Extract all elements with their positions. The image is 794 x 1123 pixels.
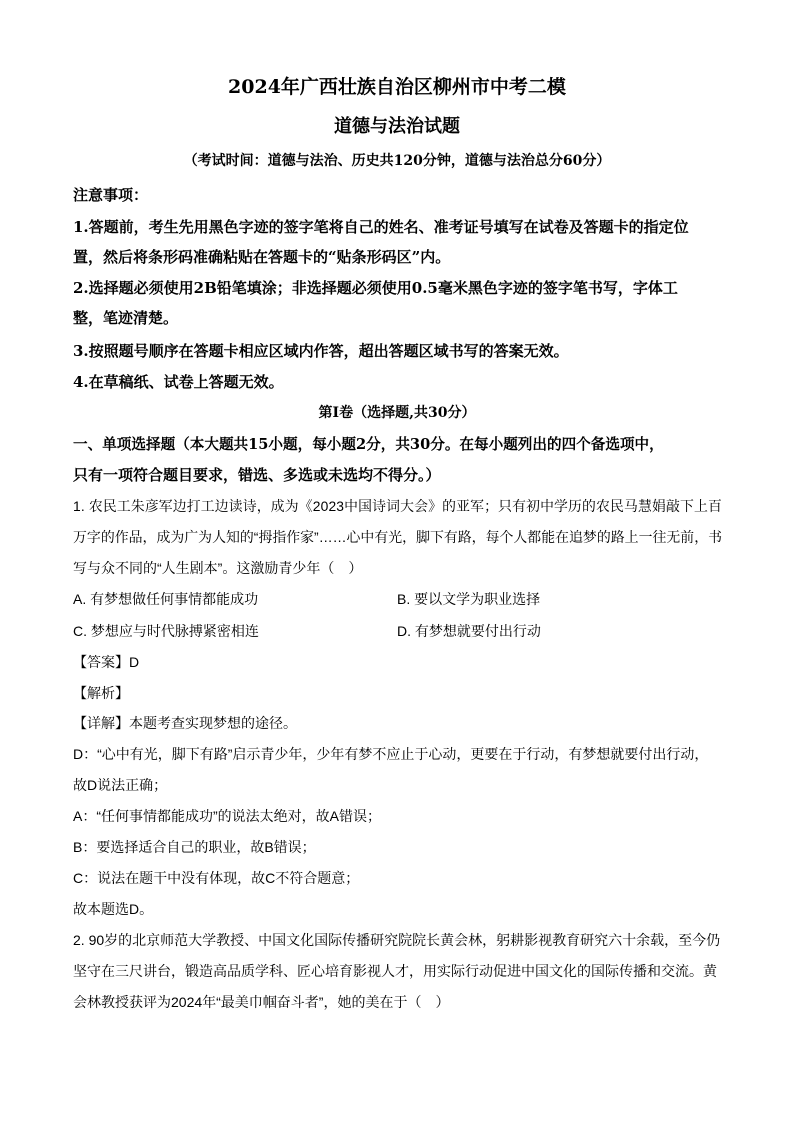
detail-tag: 【详解】 [73,715,129,731]
notes-line-5: 3.按照题号顺序在答题卡相应区域内作答，超出答题区域书写的答案无效。 [73,342,569,360]
q1-explanation-6: 故本题选D。 [73,901,154,917]
notes-heading: 注意事项： [73,186,149,204]
q1-analysis-tag: 【解析】 [73,685,129,701]
q1-detail [73,713,297,733]
detail-text: 本题考查实现梦想的途径。 [129,715,297,731]
section-instruction-1: 一、单项选择题（本大题共15小题，每小题2分，共30分。在每小题列出的四个备选项中， [73,436,664,453]
q2-stem-line-2: 坚守在三尺讲台，锻造高品质学科、匠心培育影视人才，用实际行动促进中国文化的国际传播和交流。黄 [73,963,717,979]
q2-stem-line-3: 会林教授获评为2024年“最美巾帼奋斗者”，她的美在于（ ） [73,994,450,1010]
q2-stem-line-1: 2. 90岁的北京师范大学教授、中国文化国际传播研究院院长黄会林，躬耕影视教育研究六十余载，至今仍 [73,932,721,948]
notes-line-6: 4.在草稿纸、试卷上答题无效。 [73,373,284,391]
q1-option-a: A. 有梦想做任何事情都能成功 [73,591,259,607]
q1-option-d: D. 有梦想就要付出行动 [397,623,541,639]
q1-stem-line-3: 写与众不同的“人生剧本”。这激励青少年（ ） [73,560,363,576]
q1-explanation-4: B：要选择适合自己的职业，故B错误； [73,839,316,855]
q1-option-b: B. 要以文学为职业选择 [397,591,541,607]
q1-explanation-2: 故D说法正确； [73,777,168,793]
q1-stem-line-1: 1. 农民工朱彦军边打工边读诗，成为《2023中国诗词大会》的亚军；只有初中学历的农民马慧娟敲下上百 [73,498,723,514]
q1-explanation-1: D：“心中有光，脚下有路”启示青少年，少年有梦不应止于心动，更要在于行动，有梦想就要付出行动， [73,746,709,762]
exam-title: 2024年广西壮族自治区柳州市中考二模 [228,76,566,98]
q1-answer [73,652,139,672]
q1-explanation-3: A：“任何事情都能成功”的说法太绝对，故A错误； [73,808,381,824]
q1-stem-line-2: 万字的作品，成为广为人知的“拇指作家”……心中有光，脚下有路，每个人都能在追梦的路上一往无前，书 [73,529,723,545]
exam-subtitle: 道德与法治试题 [334,116,460,137]
section-instruction-2: 只有一项符合题目要求，错选、多选或未选均不得分。） [73,466,441,484]
q1-option-c: C. 梦想应与时代脉搏紧密相连 [73,623,259,639]
notes-line-4: 整，笔迹清楚。 [73,309,179,327]
q1-explanation-5: C：说法在题干中没有体现，故C不符合题意； [73,870,360,886]
section-title: 第Ⅰ卷（选择题,共30分） [318,405,476,421]
exam-info: （考试时间：道德与法治、历史共120分钟，道德与法治总分60分） [183,153,611,169]
answer-value: D [129,654,140,670]
answer-tag: 【答案】 [73,654,129,670]
notes-line-2: 置，然后将条形码准确粘贴在答题卡的“贴条形码区”内。 [73,248,451,266]
notes-line-1: 1.答题前，考生先用黑色字迹的签字笔将自己的姓名、准考证号填写在试卷及答题卡的指定位 [73,218,689,236]
notes-line-3: 2.选择题必须使用2B铅笔填涂；非选择题必须使用0.5毫米黑色字迹的签字笔书写，字体工 [73,279,678,297]
